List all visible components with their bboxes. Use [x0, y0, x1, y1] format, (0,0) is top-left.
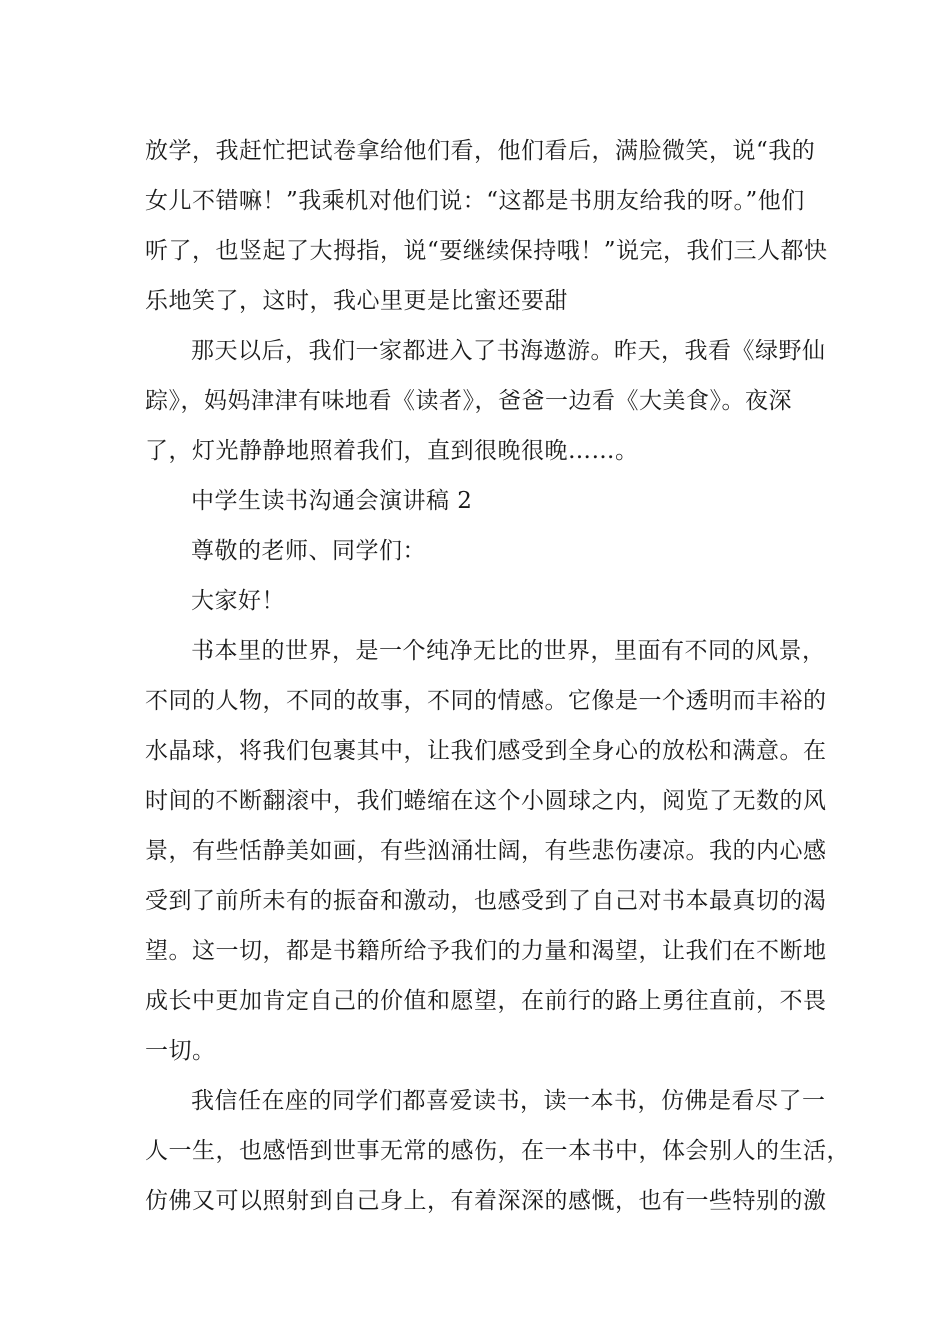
greeting: 大家好！	[191, 588, 285, 614]
text-line: 我信任在座的同学们都喜爱读书，读一本书，仿佛是看尽了一	[191, 1088, 826, 1114]
text-line: 水晶球，将我们包裹其中，让我们感受到全身心的放松和满意。在	[145, 738, 827, 764]
text-line: 听了，也竖起了大拇指，说“要继续保持哦！”说完，我们三人都快	[145, 238, 828, 264]
text-line: 仿佛又可以照射到自己身上，有着深深的感慨，也有一些特别的激	[145, 1188, 827, 1214]
section-title: 中学生读书沟通会演讲稿 2	[191, 488, 473, 514]
text-line: 成长中更加肯定自己的价值和愿望，在前行的路上勇往直前，不畏	[145, 988, 827, 1014]
text-line: 时间的不断翻滚中，我们蜷缩在这个小圆球之内，阅览了无数的风	[145, 788, 827, 814]
text-line: 一切。	[145, 1038, 216, 1064]
body-text	[145, 126, 850, 1226]
text-line: 那天以后，我们一家都进入了书海遨游。昨天，我看《绿野仙	[191, 338, 826, 364]
text-line: 望。这一切，都是书籍所给予我们的力量和渴望，让我们在不断地	[145, 938, 827, 964]
text-line: 乐地笑了，这时，我心里更是比蜜还要甜	[145, 288, 568, 314]
text-line: 人一生，也感悟到世事无常的感伤，在一本书中，体会别人的生活，	[145, 1138, 850, 1164]
text-line: 踪》，妈妈津津有味地看《读者》，爸爸一边看《大美食》。夜深	[145, 388, 792, 414]
text-line: 女儿不错嘛！”我乘机对他们说：“这都是书朋友给我的呀。”他们	[145, 188, 805, 214]
text-line: 受到了前所未有的振奋和激动，也感受到了自己对书本最真切的渴	[145, 888, 827, 914]
text-line: 放学，我赶忙把试卷拿给他们看，他们看后，满脸微笑，说“我的	[145, 138, 816, 164]
text-line: 书本里的世界，是一个纯净无比的世界，里面有不同的风景，	[191, 638, 826, 664]
salutation: 尊敬的老师、同学们：	[191, 538, 426, 564]
text-line: 不同的人物，不同的故事，不同的情感。它像是一个透明而丰裕的	[145, 688, 827, 714]
text-line: 景，有些恬静美如画，有些汹涌壮阔，有些悲伤凄凉。我的内心感	[145, 838, 827, 864]
text-line: 了，灯光静静地照着我们，直到很晚很晚……。	[145, 438, 639, 464]
